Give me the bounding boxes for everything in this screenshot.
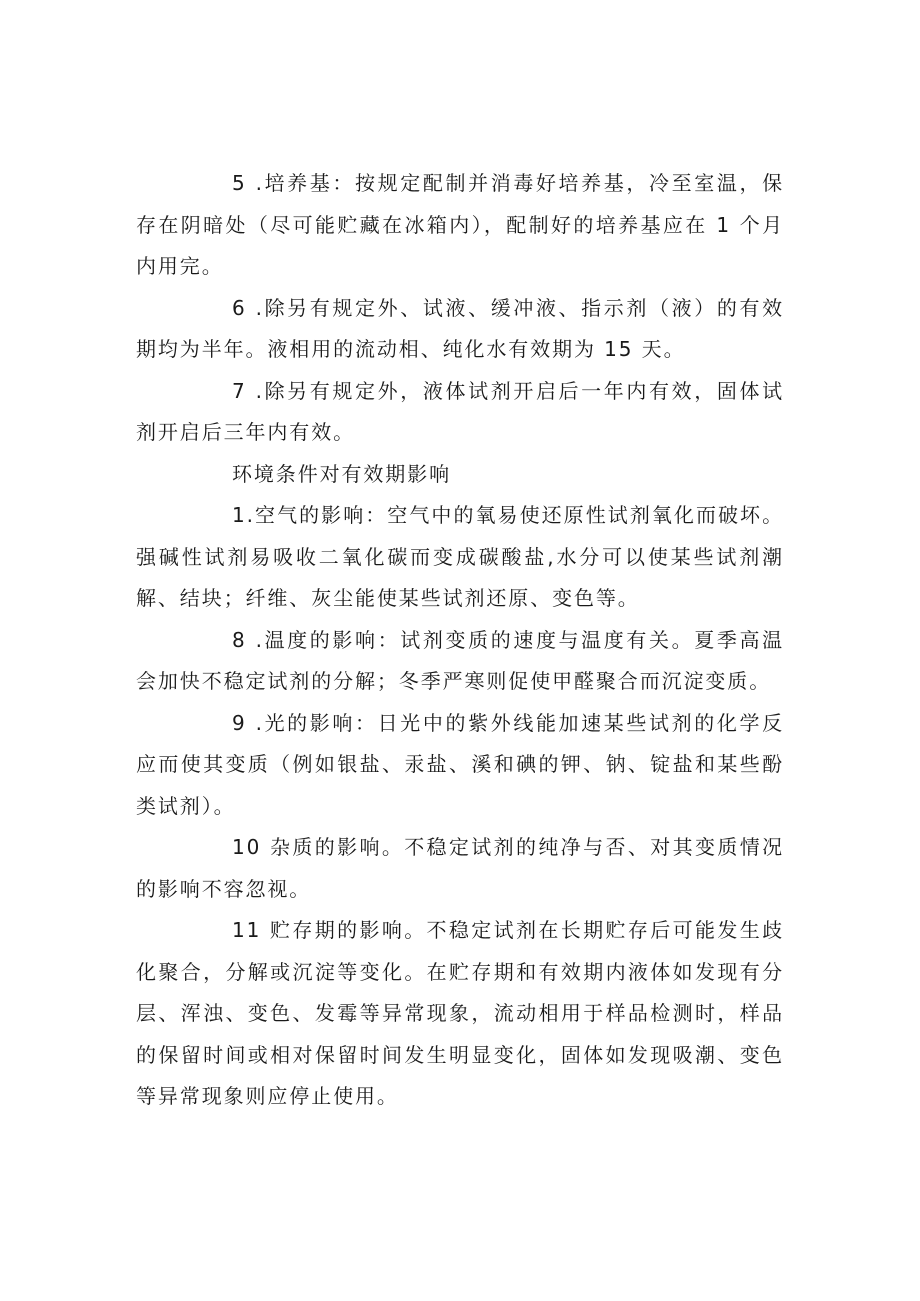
document-body — [136, 163, 784, 1118]
paragraph-test-solutions: 6 .除另有规定外、试液、缓冲液、指示剂（液）的有效期均为半年。液相用的流动相、纯化水有效期为 15 天。 — [136, 295, 784, 361]
paragraph-culture-medium: 5 .培养基：按规定配制并消毒好培养基，冷至室温，保存在阴暗处（尽可能贮藏在冰箱内），配制好的培养基应在 1 个月内用完。 — [136, 171, 784, 278]
paragraph-impurity-influence: 10 杂质的影响。不稳定试剂的纯净与否、对其变质情况的影响不容忽视。 — [136, 835, 784, 901]
paragraph-temperature-influence: 8 .温度的影响：试剂变质的速度与温度有关。夏季高温会加快不稳定试剂的分解；冬季严寒则促使甲醛聚合而沉淀变质。 — [136, 627, 784, 693]
paragraph-opened-reagents: 7 .除另有规定外，液体试剂开启后一年内有效，固体试剂开启后三年内有效。 — [136, 378, 784, 444]
paragraph-air-influence: 1.空气的影响：空气中的氧易使还原性试剂氧化而破坏。强碱性试剂易吸收二氧化碳而变成碳酸盐,水分可以使某些试剂潮解、结块；纤维、灰尘能使某些试剂还原、变色等。 — [136, 503, 784, 610]
paragraph-storage-influence: 11 贮存期的影响。不稳定试剂在长期贮存后可能发生歧化聚合，分解或沉淀等变化。在贮存期和有效期内液体如发现有分层、浑浊、变色、发霉等异常现象，流动相用于样品检测时，样品的保留时间或相对保留时间发生明显变化，固体如发现吸潮、变色等异常现象则应停止使用。 — [136, 918, 784, 1108]
paragraph-light-influence: 9 .光的影响：日光中的紫外线能加速某些试剂的化学反应而使其变质（例如银盐、汞盐、溪和碘的钾、钠、锭盐和某些酚类试剂）。 — [136, 710, 784, 818]
section-heading-environment: 环境条件对有效期影响 — [232, 461, 451, 486]
